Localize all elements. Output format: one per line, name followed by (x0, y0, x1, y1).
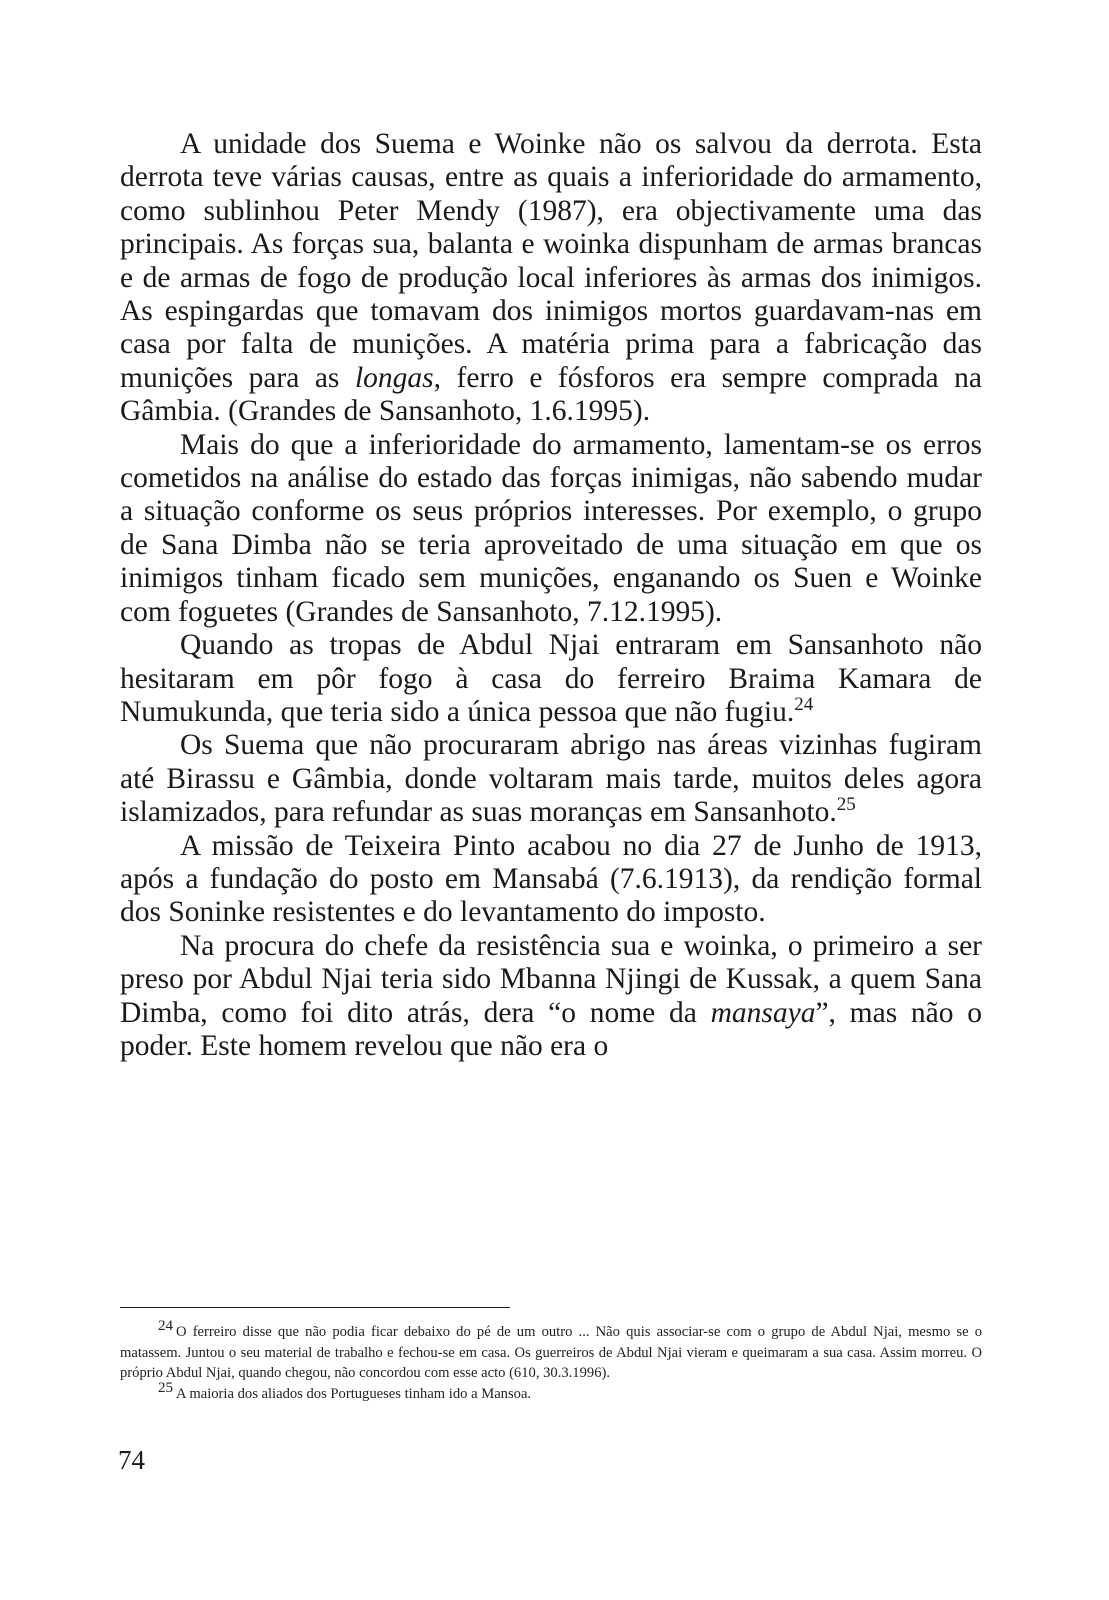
paragraph-text: Os Suema que não procuraram abrigo nas áreas vizinhas fugiram até Birassu e Gâmbia, donde voltaram mais tarde, muitos deles agora islamizados, para refundar as suas moranças em Sansanhoto. (120, 729, 982, 829)
footnote-number: 24 (158, 1318, 173, 1334)
paragraph-text: ”, mas não o poder. Este homem revelou que não era o (120, 996, 982, 1062)
footnote-text: A maioria dos aliados dos Portugueses tinham ido a Mansoa. (176, 1385, 532, 1402)
page-number: 74 (118, 1445, 145, 1475)
footnote (120, 1379, 982, 1405)
footnote-reference[interactable]: 24 (794, 693, 814, 715)
paragraph-text: , ferro e fósforos era sempre comprada na Gâmbia. (Grandes de Sansanhoto, 1.6.1995). (120, 361, 982, 428)
italic-term: mansaya (710, 996, 816, 1029)
paragraph (120, 830, 982, 930)
paragraph (120, 128, 982, 429)
footnote-reference[interactable]: 25 (836, 794, 856, 816)
footnote-text: O ferreiro disse que não podia ficar debaixo do pé de um outro ... Não quis associar-se com o grupo de Abdul Njai, mesmo se o matassem. Juntou o seu material de trabalho e fechou-se em casa. Os guerreiros de Abdul Njai vieram e queimaram a sua casa. Assim morreu. O próprio Abdul Njai, quando chegou, não concordou com esse acto (610, 30.3.1996). (120, 1324, 982, 1381)
footnote-number: 25 (158, 1379, 173, 1396)
paragraph-text: Quando as tropas de Abdul Njai entraram em Sansanhoto não hesitaram em pôr fogo à casa do ferreiro Braima Kamara de Numukunda, que teria sido a única pessoa que não fugiu. (120, 629, 982, 728)
paragraph-text: A missão de Teixeira Pinto acabou no dia 27 de Junho de 1913, após a fundação do posto em Mansabá (7.6.1913), da rendição formal dos Soninke resistentes e do levantamento do imposto. (120, 829, 982, 929)
paragraph-text: A unidade dos Suema e Woinke não os salvou da derrota. Esta derrota teve várias causas, entre as quais a inferioridade do armamento, como sublinhou Peter Mendy (1987), era objectivamente uma das principais. As forças sua, balanta e woinka dispunham de armas brancas e de armas de fogo de produção local inferiores às armas dos inimigos. As espingardas que tomavam dos inimigos mortos guardavam-nas em casa por falta de munições. A matéria prima para a fabricação das munições para as (120, 128, 982, 394)
paragraph (120, 429, 982, 629)
paragraph-text: Mais do que a inferioridade do armamento, lamentam-se os erros cometidos na análise do estado das forças inimigas, não sabendo mudar a situação conforme os seus próprios interesses. Por exemplo, o grupo de Sana Dimba não se teria aproveitado de uma situação em que os inimigos tinham ficado sem munições, enganando os Suen e Woinke com foguetes (Grandes de Sansanhoto, 7.12.1995). (120, 428, 982, 628)
footnote-divider (120, 1307, 510, 1308)
footnote (120, 1318, 982, 1384)
body-text (120, 128, 982, 1063)
paragraph (120, 930, 982, 1064)
footnotes (120, 1318, 982, 1404)
paragraph-text: Na procura do chefe da resistência sua e woinka, o primeiro a ser preso por Abdul Njai teria sido Mbanna Njingi de Kussak, a quem Sana Dimba, como foi dito atrás, dera “o nome da (120, 929, 982, 1029)
paragraph (120, 629, 982, 729)
italic-term: longas (354, 361, 434, 394)
paragraph (120, 729, 982, 829)
